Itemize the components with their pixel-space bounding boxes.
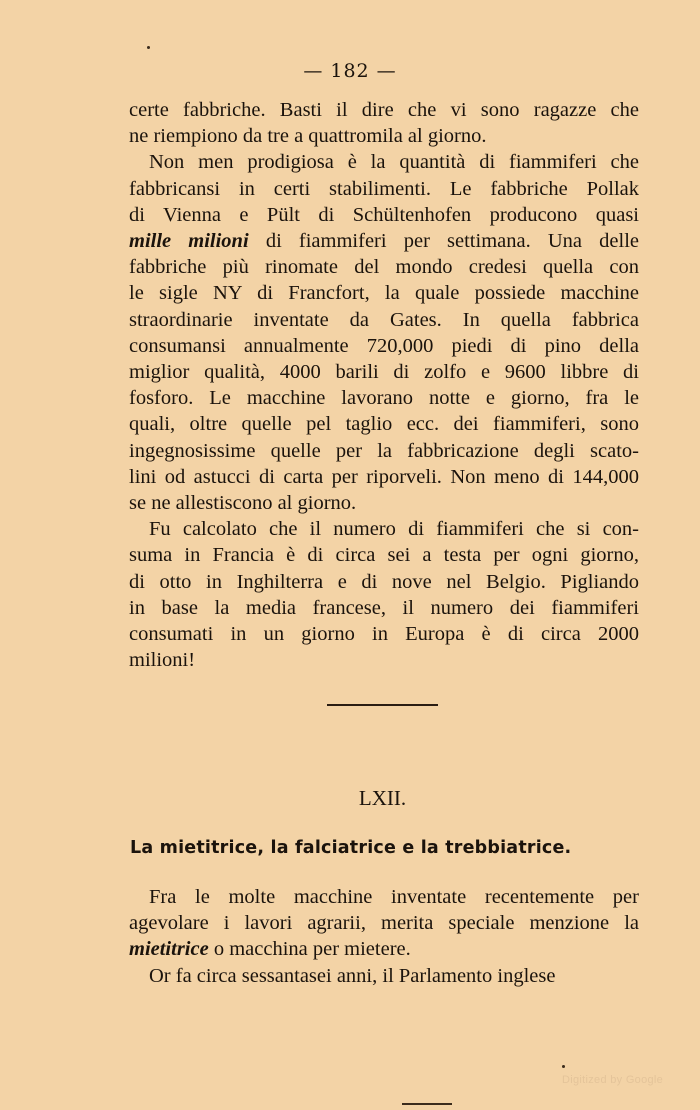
emphasis: mietitrice (129, 938, 209, 961)
text-block-matches (129, 97, 639, 673)
text-line (129, 202, 639, 228)
text-line (129, 542, 639, 568)
text-run: fosforo. Le macchine lavorano notte e giorno, fra le (129, 387, 639, 410)
text-line (129, 884, 639, 910)
print-speck (562, 1065, 565, 1068)
text-run: di fiammiferi per settimana. Una delle (248, 230, 640, 253)
chapter-numeral: LXII. (358, 786, 407, 810)
text-run: di otto in Inghilterra e di nove nel Belgio. Pigliando (129, 570, 639, 593)
text-block-reaper (129, 884, 639, 989)
text-run: ne riempiono da tre a quattromila al giorno. (129, 125, 487, 148)
text-run: in base la media francese, il numero dei fiammiferi (129, 596, 639, 619)
text-line (129, 149, 639, 175)
text-line (129, 910, 639, 936)
text-run: Or fa circa sessantasei anni, il Parlamento inglese (149, 964, 556, 987)
text-line (129, 228, 639, 254)
paragraph (129, 97, 639, 149)
text-run: certe fabbriche. Basti il dire che vi sono ragazze che (129, 99, 639, 121)
text-line (129, 385, 639, 411)
text-line (129, 516, 639, 542)
text-run: Fu calcolato che il numero di fiammiferi che si con- (149, 518, 639, 541)
text-run: fabbricansi in certi stabilimenti. Le fabbriche Pollak (129, 177, 639, 200)
text-line (129, 936, 639, 962)
text-run: ingegnosissime quelle per la fabbricazione degli scato- (129, 439, 639, 462)
paragraph (129, 963, 639, 989)
section-divider (327, 704, 438, 706)
text-run: se ne allestiscono al giorno. (129, 492, 357, 515)
text-line (129, 359, 639, 385)
text-run: fabbriche più rinomate del mondo credesi quella con (129, 256, 639, 279)
text-line (129, 280, 639, 306)
text-line (129, 307, 639, 333)
text-line (129, 97, 639, 123)
text-run: straordinarie inventate da Gates. In quella fabbrica (129, 308, 639, 331)
text-run: miglior qualità, 4000 barili di zolfo e 9600 libbre di (129, 361, 639, 384)
text-run: consumati in un giorno in Europa è di circa 2000 (129, 623, 639, 646)
text-run: quali, oltre quelle pel taglio ecc. dei fiammiferi, sono (129, 413, 639, 436)
text-line (129, 490, 639, 516)
print-speck (147, 46, 150, 49)
text-line (129, 464, 639, 490)
text-run: agevolare i lavori agrarii, merita speciale menzione la (129, 912, 639, 935)
chapter-title: La mietitrice, la falciatrice e la trebbiatrice. (130, 838, 572, 858)
text-line (129, 411, 639, 437)
text-run: milioni! (129, 649, 196, 672)
emphasis: mille milioni (129, 230, 249, 253)
text-run: lini od astucci di carta per riporveli. Non meno di 144,000 (129, 465, 639, 488)
text-line (129, 333, 639, 359)
text-line (129, 647, 639, 673)
page-number: — 182 — (303, 60, 397, 82)
text-run: suma in Francia è di circa sei a testa per ogni giorno, (129, 544, 639, 567)
text-line (129, 438, 639, 464)
text-run: consumansi annualmente 720,000 piedi di pino della (129, 334, 639, 357)
bottom-rule (402, 1103, 452, 1105)
text-run: di Vienna e Pült di Schültenhofen producono quasi (129, 203, 639, 226)
text-line (129, 123, 639, 149)
text-run: o macchina per mietere. (208, 938, 411, 961)
watermark: Digitized by Google (562, 1074, 664, 1086)
text-line (129, 595, 639, 621)
paragraph (129, 149, 639, 516)
text-run: Non men prodigiosa è la quantità di fiammiferi che (149, 151, 639, 174)
text-line (129, 963, 639, 989)
text-line (129, 176, 639, 202)
text-line (129, 569, 639, 595)
text-run: le sigle NY di Francfort, la quale possiede macchine (129, 282, 639, 305)
text-line (129, 621, 639, 647)
text-line (129, 254, 639, 280)
paragraph (129, 884, 639, 963)
text-run: Fra le molte macchine inventate recentemente per (149, 886, 639, 908)
paragraph (129, 516, 639, 673)
